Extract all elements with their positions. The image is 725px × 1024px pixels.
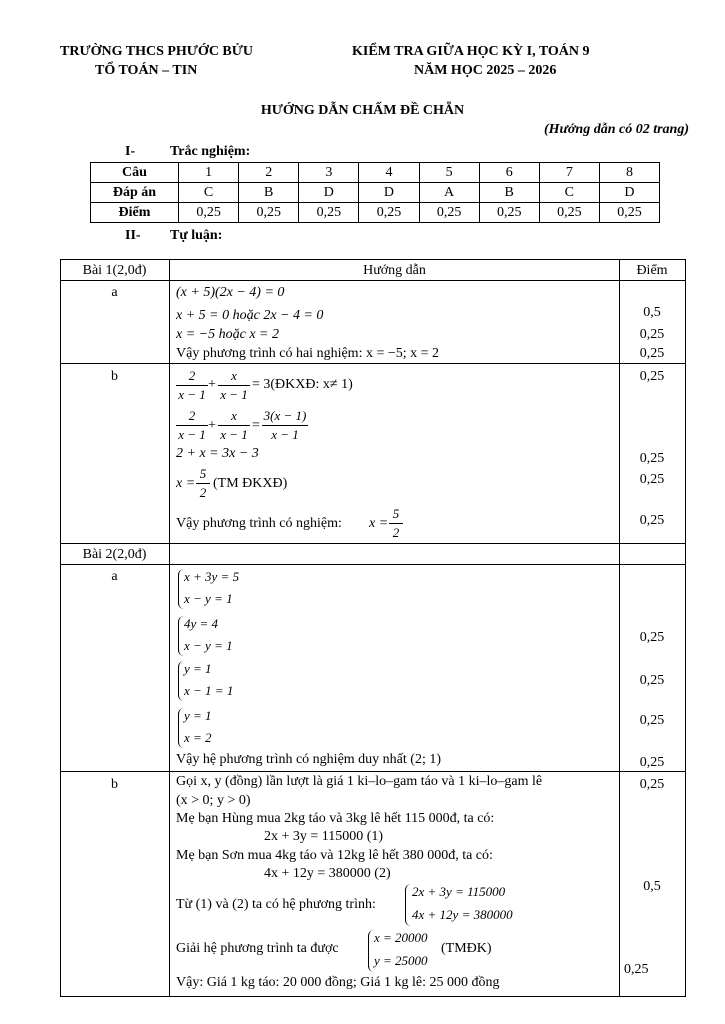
- fraction-bar: [176, 425, 208, 426]
- points-cell: 0,25: [239, 203, 299, 223]
- part1-label: Trắc nghiệm:: [170, 144, 251, 159]
- question-cell: 2: [239, 163, 299, 183]
- system-line: x − y = 1: [184, 591, 233, 606]
- part1-number: I-: [125, 144, 136, 159]
- text-line: Mẹ bạn Hùng mua 2kg táo và 3kg lê hết 115 000đ, ta có:: [176, 811, 495, 826]
- answer-cell: A: [419, 183, 479, 203]
- equation-line: 2 + x = 3x − 3: [176, 446, 259, 461]
- numerator: 2: [188, 408, 196, 423]
- answer-cell: D: [299, 183, 359, 203]
- score-value: 0,25: [639, 713, 665, 728]
- denominator: 2: [392, 525, 400, 540]
- fraction: [389, 506, 403, 541]
- denominator: 2: [199, 485, 207, 500]
- fraction: [196, 466, 210, 501]
- row-label: Câu: [91, 163, 179, 183]
- score-value: 0,5: [643, 879, 661, 894]
- answer-cell: D: [599, 183, 659, 203]
- conclusion-line: Vậy phương trình có hai nghiệm: x = −5; x = 2: [176, 346, 440, 361]
- conclusion-line: Vậy: Giá 1 kg táo: 20 000 đồng; Giá 1 kg lê: 25 000 đồng: [176, 975, 500, 990]
- denominator: x − 1: [220, 387, 248, 402]
- row-divider: [60, 363, 685, 364]
- denominator: x − 1: [178, 387, 206, 402]
- plus-sign: +: [208, 377, 216, 392]
- answer-cell: B: [479, 183, 539, 203]
- conclusion-line: Vậy phương trình có nghiệm:: [176, 516, 342, 531]
- points-cell: 0,25: [539, 203, 599, 223]
- points-cell: 0,25: [299, 203, 359, 223]
- fraction-bar: [176, 385, 208, 386]
- system-line: 4y = 4: [184, 616, 219, 631]
- item-label: a: [111, 285, 118, 300]
- row-divider: [60, 771, 685, 772]
- question-cell: 1: [179, 163, 239, 183]
- fraction-bar: [262, 425, 308, 426]
- row-divider: [60, 543, 685, 544]
- question-cell: 3: [299, 163, 359, 183]
- equals-sign: =: [252, 418, 260, 433]
- question-row: [91, 163, 660, 183]
- numerator: 5: [392, 506, 400, 521]
- numerator: 3(x − 1): [263, 408, 307, 423]
- system-line: x − 1 = 1: [184, 683, 234, 698]
- points-cell: 0,25: [599, 203, 659, 223]
- text-line: (x > 0; y > 0): [176, 793, 251, 808]
- exercise-title: Bài 2(2,0đ): [82, 547, 147, 562]
- col-header-score: Điểm: [636, 263, 668, 278]
- numerator: 5: [199, 466, 207, 481]
- denominator: x − 1: [178, 427, 206, 442]
- text-line: Mẹ bạn Sơn mua 4kg táo và 12kg lê hết 380 000đ, ta có:: [176, 848, 493, 863]
- score-value: 0,25: [639, 777, 665, 792]
- equation-line: 2x + 3y = 115000 (1): [264, 829, 384, 844]
- system-line: 2x + 3y = 115000: [412, 884, 506, 899]
- part2-number: II-: [125, 228, 141, 243]
- condition-note: (TMĐK): [441, 941, 492, 956]
- equation-line: 4x + 12y = 380000 (2): [264, 866, 391, 881]
- points-cell: 0,25: [359, 203, 419, 223]
- score-value: 0,25: [639, 327, 665, 342]
- score-value: 0,25: [639, 755, 665, 770]
- score-value: 0,5: [643, 305, 661, 320]
- school-name: TRƯỜNG THCS PHƯỚC BỬU: [60, 44, 254, 59]
- score-value: 0,25: [639, 513, 665, 528]
- condition-note: (TM ĐKXĐ): [213, 476, 288, 491]
- fraction: [218, 408, 250, 443]
- points-cell: 0,25: [419, 203, 479, 223]
- multiple-choice-table: [90, 162, 660, 223]
- denominator: x − 1: [271, 427, 299, 442]
- system-line: y = 1: [184, 708, 212, 723]
- system-line: x = 20000: [374, 930, 428, 945]
- question-cell: 5: [419, 163, 479, 183]
- system-line: y = 1: [184, 661, 212, 676]
- fraction: [176, 368, 208, 403]
- row-divider: [60, 280, 685, 281]
- fraction: [218, 368, 250, 403]
- row-label: Đáp án: [91, 183, 179, 203]
- page-count-note: (Hướng dẫn có 02 trang): [543, 122, 689, 137]
- x-equals: x =: [369, 516, 389, 531]
- question-cell: 8: [599, 163, 659, 183]
- col-header-guide: Hướng dẫn: [363, 263, 426, 278]
- question-cell: 4: [359, 163, 419, 183]
- answer-cell: D: [359, 183, 419, 203]
- row-divider: [60, 564, 685, 565]
- document-title: HƯỚNG DẪN CHẤM ĐỀ CHẴN: [260, 103, 465, 118]
- fraction-bar: [218, 385, 250, 386]
- equation-condition: = 3(ĐKXĐ: x≠ 1): [252, 377, 353, 392]
- numerator: 2: [188, 368, 196, 383]
- answer-cell: C: [179, 183, 239, 203]
- equation-line: (x + 5)(2x − 4) = 0: [176, 285, 285, 300]
- points-cell: 0,25: [179, 203, 239, 223]
- x-equals: x =: [176, 476, 196, 491]
- score-value: 0,25: [639, 630, 665, 645]
- department-name: TỔ TOÁN – TIN: [95, 63, 198, 78]
- points-cell: 0,25: [479, 203, 539, 223]
- conclusion-line: Vậy hệ phương trình có nghiệm duy nhất (2; 1): [176, 752, 441, 767]
- item-label: a: [111, 569, 118, 584]
- fraction-bar: [196, 483, 210, 484]
- part2-label: Tự luận:: [170, 228, 223, 243]
- system-line: x = 2: [184, 730, 212, 745]
- row-label: Điểm: [91, 203, 179, 223]
- plus-sign: +: [208, 418, 216, 433]
- question-cell: 7: [539, 163, 599, 183]
- system-brace: [405, 884, 411, 926]
- item-label: b: [111, 369, 118, 384]
- score-value: 0,25: [639, 369, 665, 384]
- system-line: 4x + 12y = 380000: [412, 907, 513, 922]
- system-line: x + 3y = 5: [184, 569, 240, 584]
- score-value: 0,25: [639, 472, 665, 487]
- numerator: x: [231, 368, 237, 383]
- denominator: x − 1: [220, 427, 248, 442]
- equation-line: x + 5 = 0 hoặc 2x − 4 = 0: [176, 308, 324, 323]
- points-row: [91, 203, 660, 223]
- score-value: 0,25: [639, 673, 665, 688]
- col-header-bai: Bài 1(2,0đ): [82, 263, 147, 278]
- fraction: [262, 408, 308, 443]
- fraction-bar: [218, 425, 250, 426]
- score-value: 0,25: [639, 346, 665, 361]
- system-line: y = 25000: [374, 953, 428, 968]
- answer-row: [91, 183, 660, 203]
- answer-cell: C: [539, 183, 599, 203]
- numerator: x: [231, 408, 237, 423]
- fraction-bar: [389, 523, 403, 524]
- exam-title: KIỂM TRA GIỮA HỌC KỲ I, TOÁN 9: [352, 44, 590, 59]
- question-cell: 6: [479, 163, 539, 183]
- text-line: Từ (1) và (2) ta có hệ phương trình:: [176, 897, 376, 912]
- score-value: 0,25: [639, 451, 665, 466]
- text-line: Gọi x, y (đồng) lần lượt là giá 1 ki–lo–gam táo và 1 ki–lo–gam lê: [176, 774, 543, 789]
- text-line: Giải hệ phương trình ta được: [176, 941, 339, 956]
- equation-line: x = −5 hoặc x = 2: [176, 327, 279, 342]
- column-divider: [169, 259, 170, 996]
- school-year: NĂM HỌC 2025 – 2026: [414, 63, 557, 78]
- system-line: x − y = 1: [184, 638, 233, 653]
- fraction: [176, 408, 208, 443]
- score-value: 0,25: [624, 962, 649, 977]
- item-label: b: [111, 777, 118, 792]
- answer-cell: B: [239, 183, 299, 203]
